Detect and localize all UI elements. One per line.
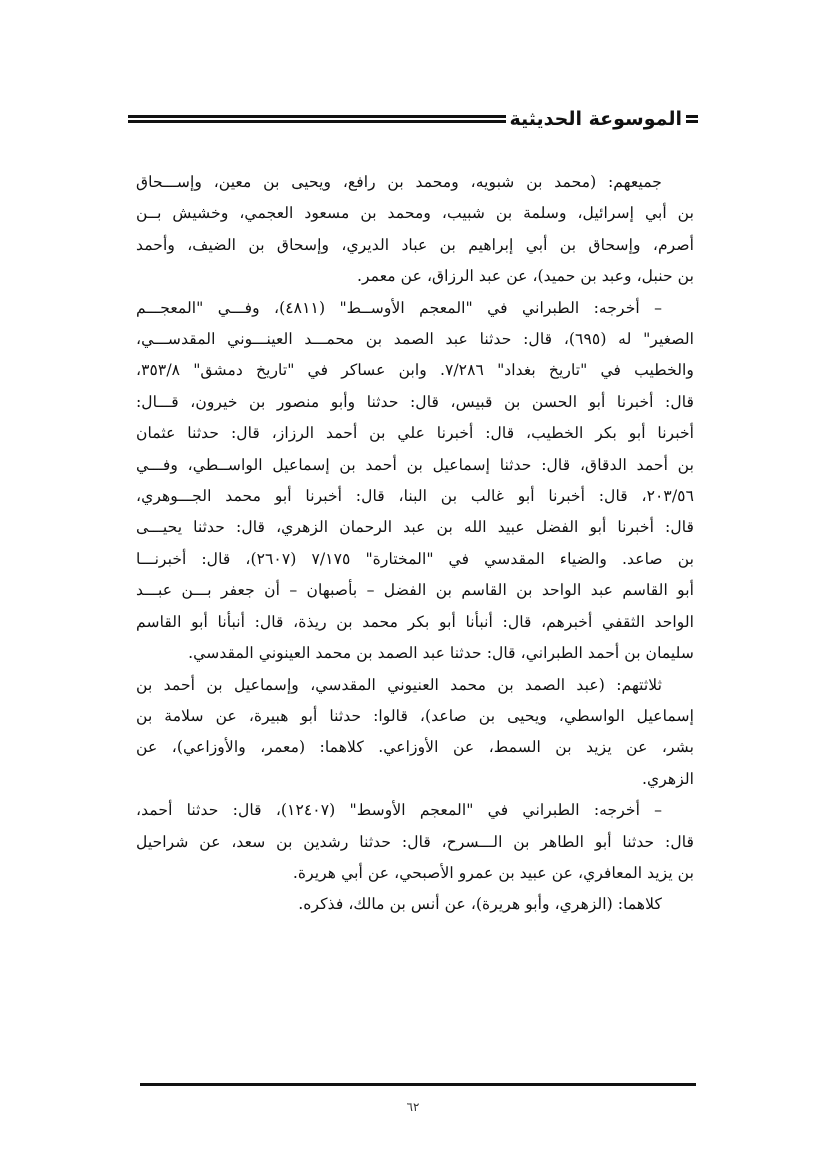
paragraph	[136, 794, 694, 888]
text-line: الواحد الثقفي أخبرهم، قال: أنبأنا أبو بكر محمد بن ريذة، قال: أنبأنا أبو القاسم	[136, 611, 694, 631]
body-text	[136, 166, 694, 920]
header-title: الموسوعة الحديثية	[509, 108, 682, 130]
page-number: ٦٢	[406, 1100, 420, 1114]
text-line: جميعهم: (محمد بن شبويه، ومحمد بن رافع، ويحيى بن معين، وإســـحاق	[136, 172, 662, 191]
footer-rule	[140, 1083, 696, 1086]
text-line: بن أحمد الدقاق، قال: حدثنا إسماعيل بن أحمد بن إسماعيل الواســطي، وفـــي	[136, 454, 694, 474]
text-line: قال: حدثنا أبو الطاهر بن الـــسرح، قال: حدثنا رشدين بن سعد، عن شراحيل	[136, 831, 694, 851]
text-line: بشر، عن يزيد بن السمط، عن الأوزاعي. كلاهما: (معمر، والأوزاعي)، عن	[136, 737, 694, 757]
text-line: بن صاعد. والضياء المقدسي في "المختارة" ٧/١٧٥ (٢٦٠٧)، قال: أخبرنـــا	[136, 548, 694, 568]
text-line: سليمان بن أحمد الطبراني، قال: حدثنا عبد الصمد بن محمد العينوني المقدسي.	[188, 643, 694, 663]
header-rule-left	[128, 115, 506, 123]
text-line: أبو القاسم عبد الواحد بن القاسم بن الفضل – بأصبهان – أن جعفر بـــن عبـــد	[136, 580, 694, 600]
paragraph	[136, 669, 694, 795]
paragraph	[136, 166, 694, 292]
paragraph	[136, 888, 694, 919]
paragraph	[136, 292, 694, 669]
text-line: أصرم، وإسحاق بن أبي إبراهيم بن عباد الديري، وإسحاق بن الضيف، وأحمد	[136, 234, 694, 254]
text-line: والخطيب في "تاريخ بغداد" ٧/٢٨٦. وابن عساكر في "تاريخ دمشق" ٣٥٣/٨،	[136, 360, 694, 380]
text-line: أخبرنا أبو بكر الخطيب، قال: أخبرنا علي بن أحمد الرزاز، قال: حدثنا عثمان	[136, 423, 694, 443]
text-line: الصغير" له (٦٩٥)، قال: حدثنا عبد الصمد بن محمـــد العينـــوني المقدســـي،	[136, 329, 694, 349]
text-line: بن أبي إسرائيل، وسلمة بن شبيب، ومحمد بن مسعود العجمي، وخشيش بــن	[136, 203, 694, 223]
text-line: قال: أخبرنا أبو الفضل عبيد الله بن عبد الرحمان الزهري، قال: حدثنا يحيـــى	[136, 517, 694, 537]
text-line: بن يزيد المعافري، عن عبيد بن عمرو الأصبحي، عن أبي هريرة.	[292, 862, 694, 882]
text-line: ٢٠٣/٥٦، قال: أخبرنا أبو غالب بن البنا، قال: أخبرنا أبو محمد الجـــوهري،	[136, 486, 694, 506]
running-header	[128, 104, 698, 134]
text-line: – أخرجه: الطبراني في "المعجم الأوسط" (١٢٤٠٧)، قال: حدثنا أحمد،	[136, 800, 662, 820]
text-line: – أخرجه: الطبراني في "المعجم الأوســط" (٤٨١١)، وفـــي "المعجـــم	[136, 297, 662, 317]
text-line: قال: أخبرنا أبو الحسن بن قبيس، قال: حدثنا وأبو منصور بن خيرون، قـــال:	[136, 391, 694, 411]
text-line: بن حنبل، وعبد بن حميد)، عن عبد الرزاق، عن معمر.	[356, 266, 694, 286]
text-line: إسماعيل الواسطي، ويحيى بن صاعد)، قالوا: حدثنا أبو هبيرة، عن سلامة بن	[136, 705, 694, 725]
header-rule-right	[686, 115, 698, 123]
text-line: الزهري.	[642, 768, 694, 788]
text-line: ثلاثتهم: (عبد الصمد بن محمد العنيوني المقدسي، وإسماعيل بن أحمد بن	[136, 674, 662, 694]
text-line: كلاهما: (الزهري، وأبو هريرة)، عن أنس بن مالك، فذكره.	[298, 894, 662, 914]
